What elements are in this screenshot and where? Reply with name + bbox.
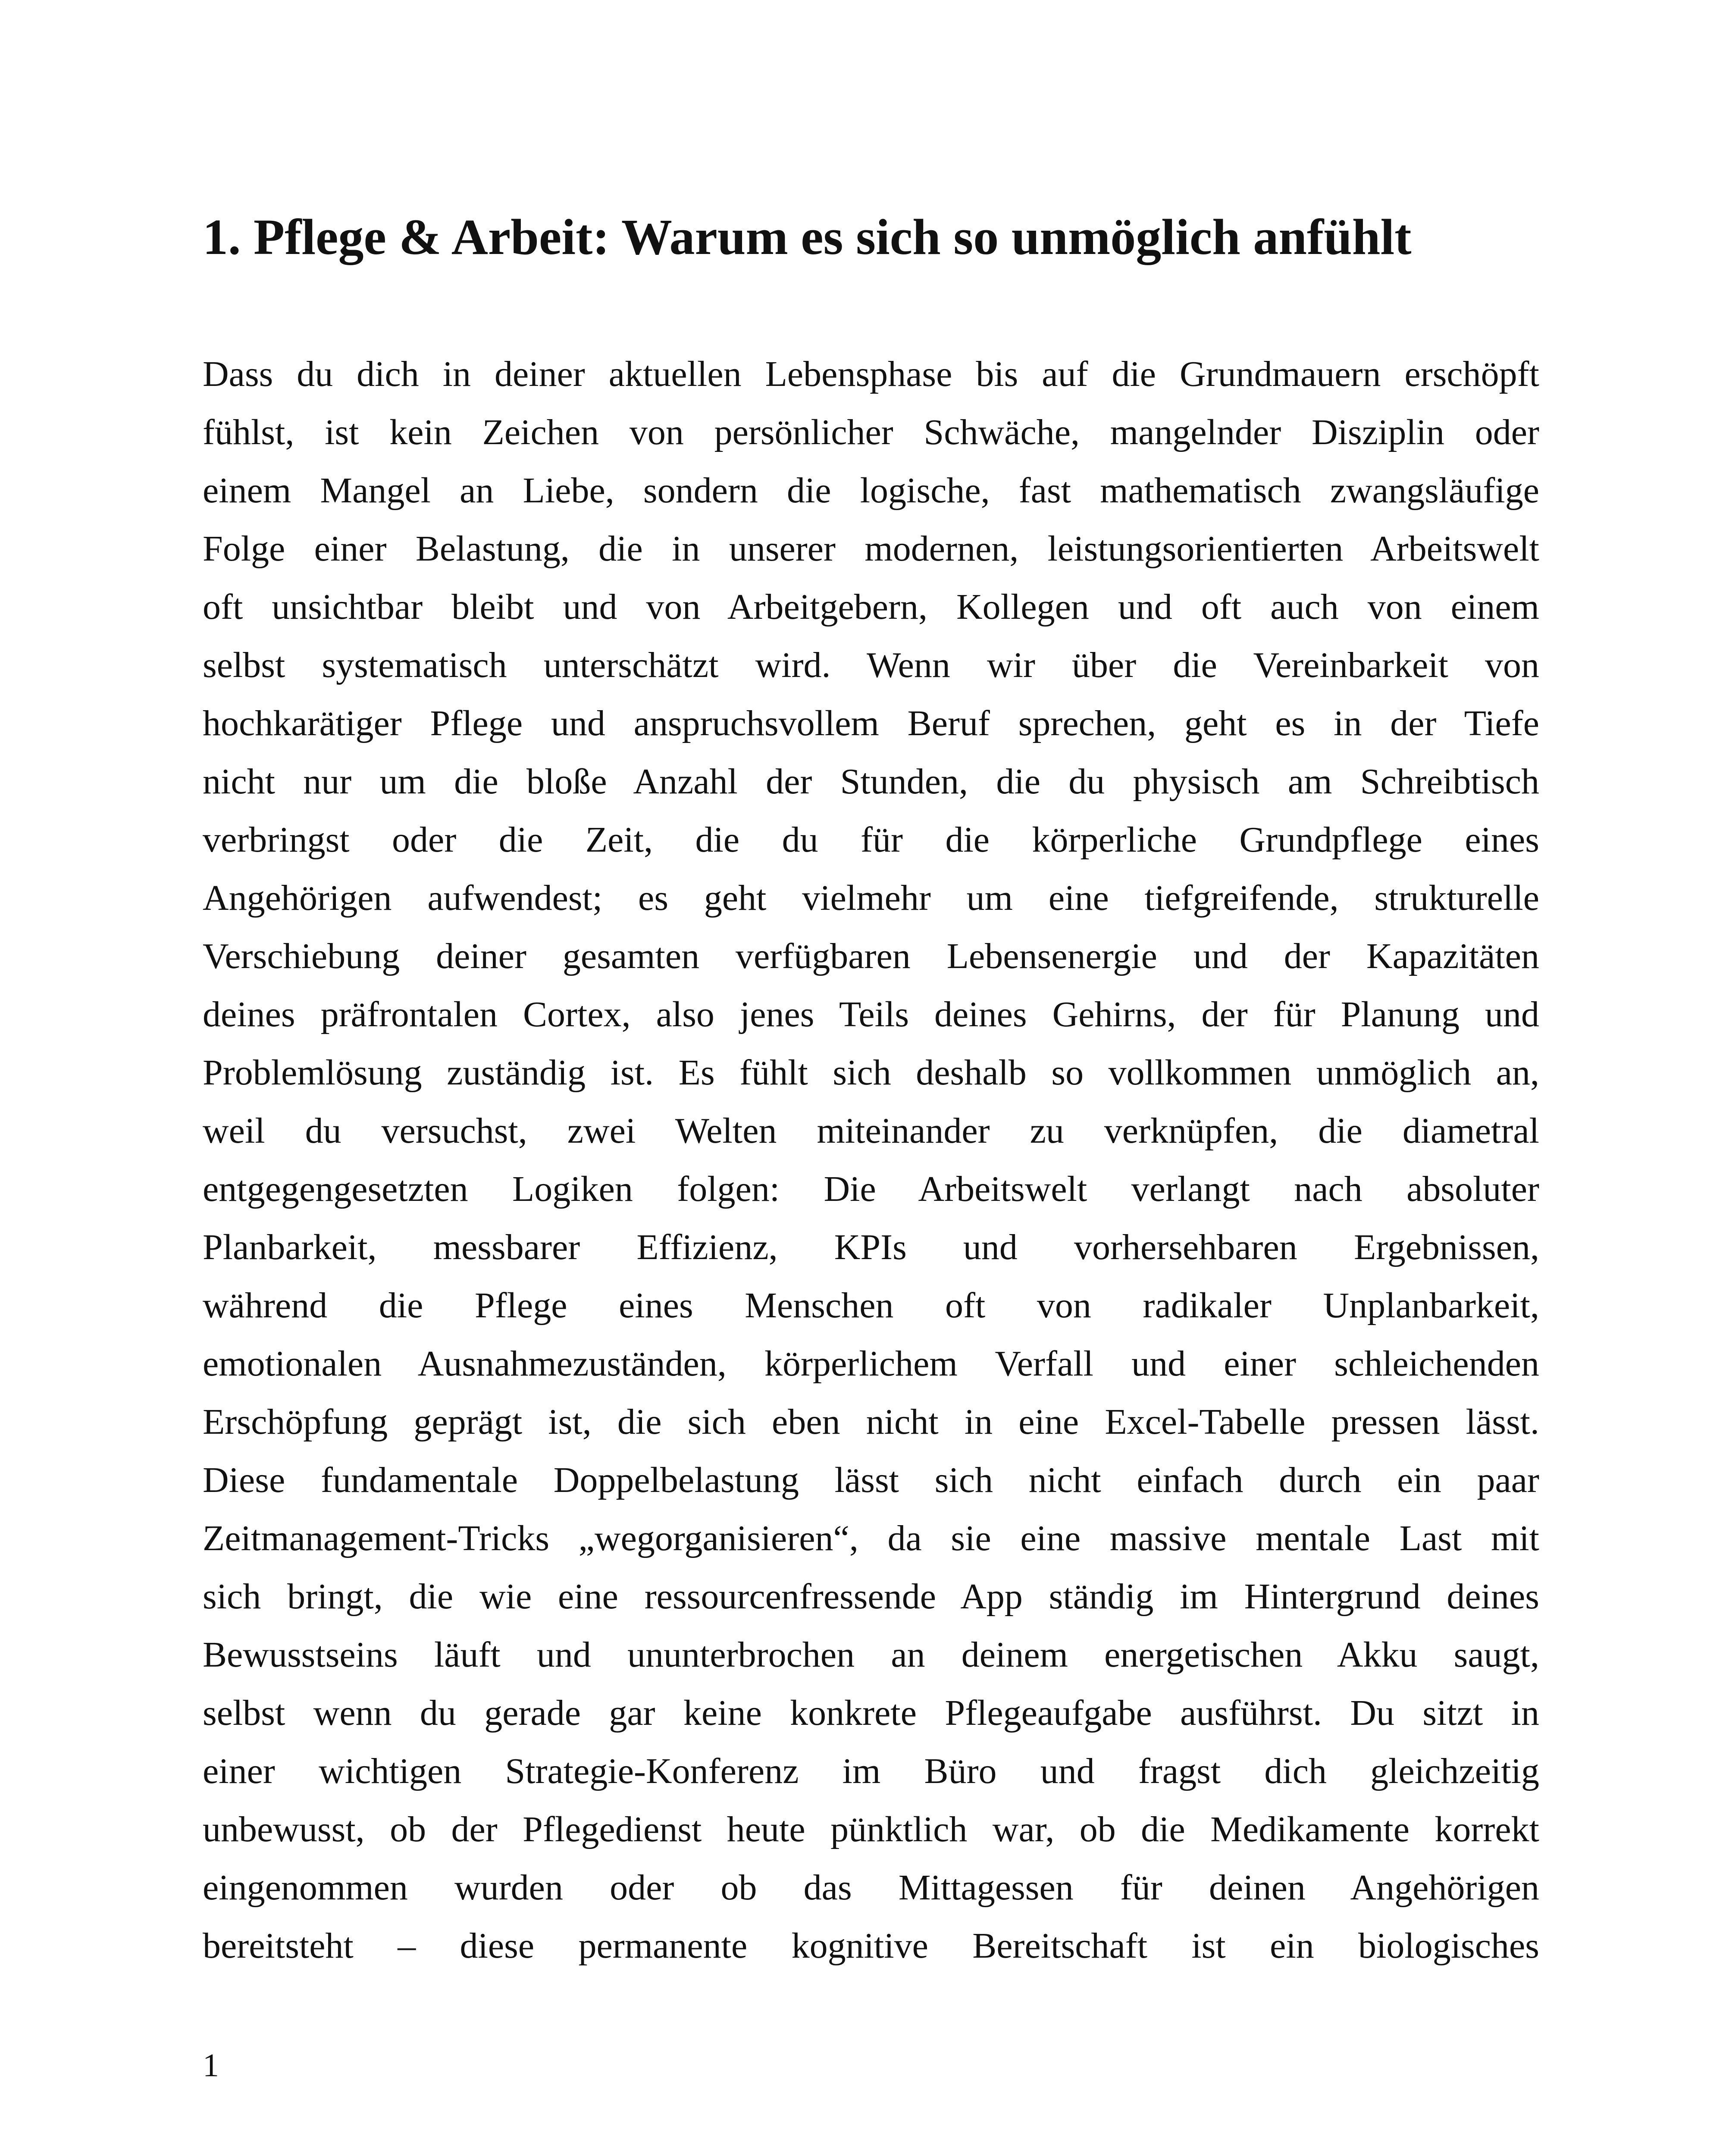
paragraph-line: Dass du dich in deiner aktuellen Lebensphase bis auf die Grundmauern erschöpft	[203, 354, 1539, 394]
paragraph-line: sich bringt, die wie eine ressourcenfressende App ständig im Hintergrund deines	[203, 1576, 1539, 1617]
paragraph-line: deines präfrontalen Cortex, also jenes Teils deines Gehirns, der für Planung und	[203, 994, 1539, 1034]
paragraph-line: Diese fundamentale Doppelbelastung lässt sich nicht einfach durch ein paar	[203, 1460, 1539, 1500]
paragraph-line: fühlst, ist kein Zeichen von persönlicher Schwäche, mangelnder Disziplin oder	[203, 412, 1539, 452]
paragraph-line: während die Pflege eines Menschen oft von radikaler Unplanbarkeit,	[203, 1285, 1539, 1326]
paragraph-line: eingenommen wurden oder ob das Mittagessen für deinen Angehörigen	[203, 1868, 1539, 1908]
paragraph-line: emotionalen Ausnahmezuständen, körperlichem Verfall und einer schleichenden	[203, 1344, 1539, 1384]
paragraph-line: einem Mangel an Liebe, sondern die logische, fast mathematisch zwangsläufige	[203, 470, 1539, 511]
body-paragraph	[203, 345, 1539, 1975]
paragraph-line: selbst systematisch unterschätzt wird. Wenn wir über die Vereinbarkeit von	[203, 645, 1539, 685]
paragraph-line: verbringst oder die Zeit, die du für die körperliche Grundpflege eines	[203, 820, 1539, 860]
paragraph-line: nicht nur um die bloße Anzahl der Stunden, die du physisch am Schreibtisch	[203, 761, 1539, 802]
paragraph-line: unbewusst, ob der Pflegedienst heute pünktlich war, ob die Medikamente korrekt	[203, 1809, 1539, 1849]
chapter-heading: 1. Pflege & Arbeit: Warum es sich so unmöglich anfühlt	[203, 209, 1412, 265]
paragraph-line: Planbarkeit, messbarer Effizienz, KPIs und vorhersehbaren Ergebnissen,	[203, 1227, 1539, 1267]
paragraph-line: weil du versuchst, zwei Welten miteinander zu verknüpfen, die diametral	[203, 1111, 1539, 1151]
paragraph-line: Erschöpfung geprägt ist, die sich eben nicht in eine Excel-Tabelle pressen lässt.	[203, 1402, 1539, 1442]
paragraph-line: Verschiebung deiner gesamten verfügbaren Lebensenergie und der Kapazitäten	[203, 936, 1539, 976]
paragraph-line: selbst wenn du gerade gar keine konkrete Pflegeaufgabe ausführst. Du sitzt in	[203, 1693, 1539, 1733]
paragraph-line: entgegengesetzten Logiken folgen: Die Arbeitswelt verlangt nach absoluter	[203, 1169, 1539, 1209]
paragraph-line: einer wichtigen Strategie-Konferenz im Büro und fragst dich gleichzeitig	[203, 1751, 1539, 1791]
paragraph-line: Bewusstseins läuft und ununterbrochen an deinem energetischen Akku saugt,	[203, 1635, 1539, 1675]
paragraph-line: hochkarätiger Pflege und anspruchsvollem Beruf sprechen, geht es in der Tiefe	[203, 703, 1539, 743]
paragraph-line: Folge einer Belastung, die in unserer modernen, leistungsorientierten Arbeitswelt	[203, 529, 1539, 569]
paragraph-line: oft unsichtbar bleibt und von Arbeitgebern, Kollegen und oft auch von einem	[203, 587, 1539, 627]
paragraph-line: bereitsteht – diese permanente kognitive Bereitschaft ist ein biologisches	[203, 1926, 1539, 1966]
paragraph-line: Zeitmanagement-Tricks „wegorganisieren“, da sie eine massive mentale Last mit	[203, 1518, 1539, 1558]
paragraph-line: Angehörigen aufwendest; es geht vielmehr um eine tiefgreifende, strukturelle	[203, 878, 1539, 918]
paragraph-line: Problemlösung zuständig ist. Es fühlt sich deshalb so vollkommen unmöglich an,	[203, 1053, 1539, 1093]
page-number: 1	[203, 2047, 219, 2084]
